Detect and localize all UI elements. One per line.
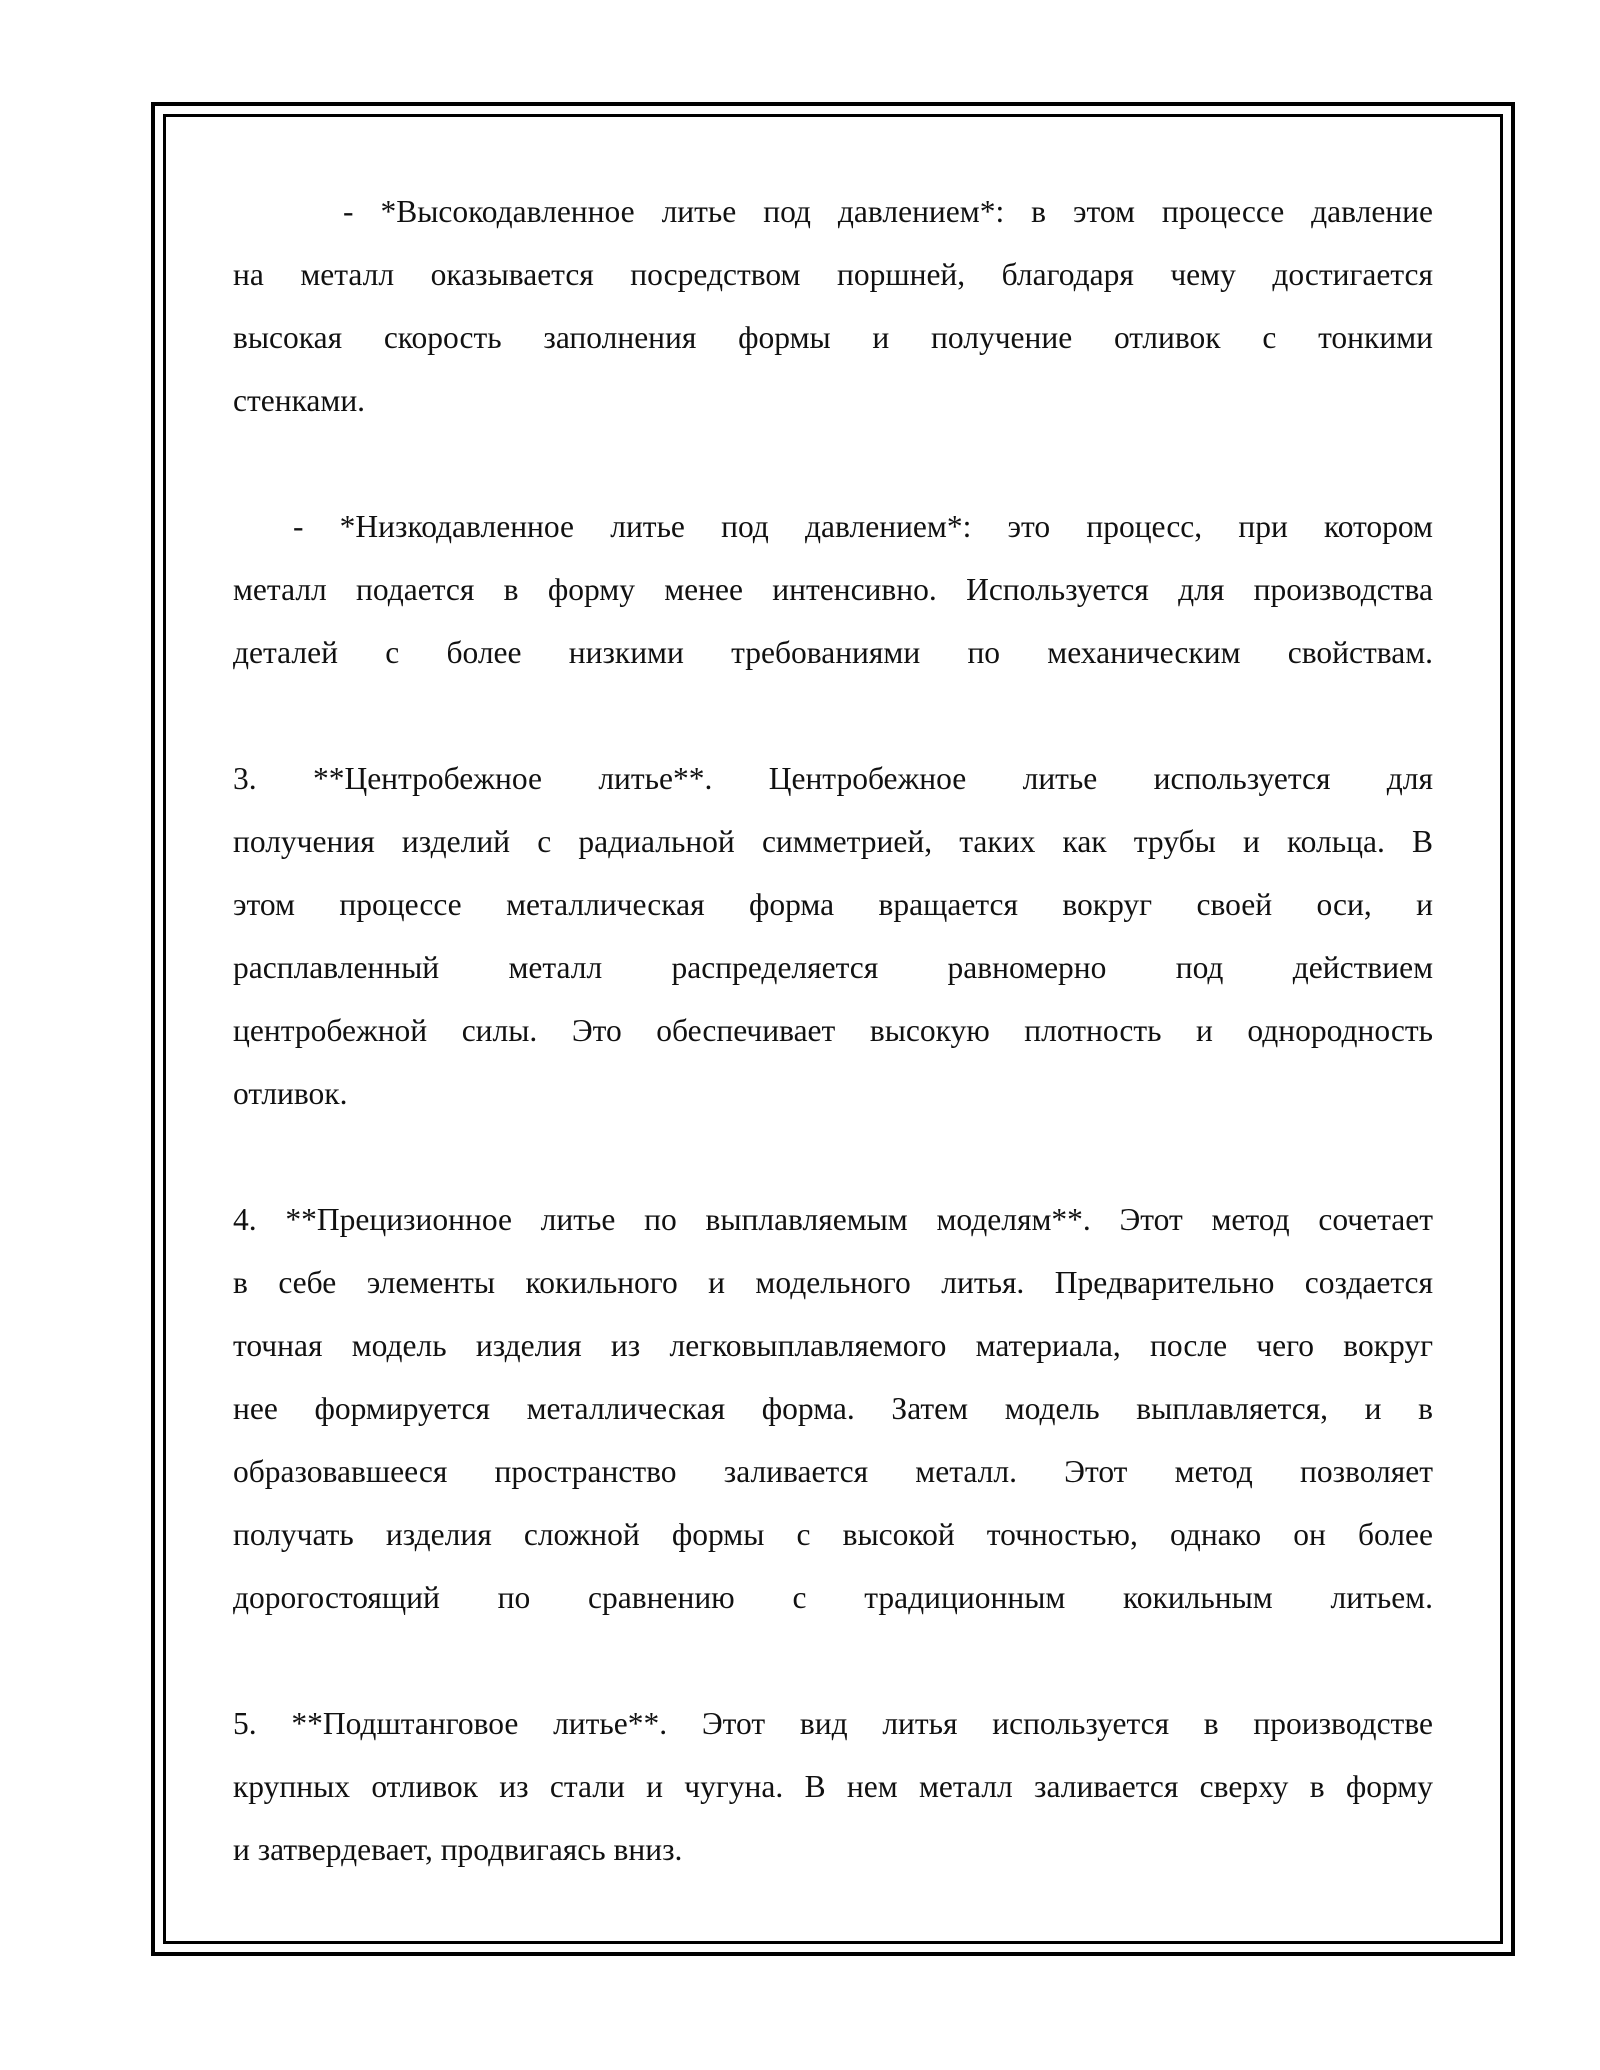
text-line: этом процессе металлическая форма вращается вокруг своей оси, и (233, 887, 1433, 922)
paragraph-bottom-pour-casting (233, 1692, 1433, 1881)
text-line: - *Низкодавленное литье под давлением*: это процесс, при котором (293, 509, 1433, 544)
text-line: 4. **Прецизионное литье по выплавляемым моделям**. Этот метод сочетает (233, 1202, 1433, 1237)
paragraph-gap (233, 684, 1433, 747)
text-line: стенками. (233, 383, 366, 418)
text-line: центробежной силы. Это обеспечивает высокую плотность и однородность (233, 1013, 1433, 1048)
text-line: 5. **Подштанговое литье**. Этот вид литья используется в производстве (233, 1706, 1433, 1741)
text-line: 3. **Центробежное литье**. Центробежное литье используется для (233, 761, 1433, 796)
text-line: высокая скорость заполнения формы и получение отливок с тонкими (233, 320, 1433, 355)
paragraph-low-pressure-casting (233, 495, 1433, 684)
text-line: получать изделия сложной формы с высокой точностью, однако он более (233, 1517, 1433, 1552)
paragraph-gap (233, 1629, 1433, 1692)
text-line: - *Высокодавленное литье под давлением*: в этом процессе давление (343, 194, 1433, 229)
text-line: образовавшееся пространство заливается металл. Этот метод позволяет (233, 1454, 1433, 1489)
text-line: на металл оказывается посредством поршней, благодаря чему достигается (233, 257, 1433, 292)
text-line: крупных отливок из стали и чугуна. В нем металл заливается сверху в форму (233, 1769, 1433, 1804)
text-line: получения изделий с радиальной симметрией, таких как трубы и кольца. В (233, 824, 1433, 859)
text-line: металл подается в форму менее интенсивно. Используется для производства (233, 572, 1433, 607)
text-line: нее формируется металлическая форма. Затем модель выплавляется, и в (233, 1391, 1433, 1426)
text-line: точная модель изделия из легковыплавляемого материала, после чего вокруг (233, 1328, 1433, 1363)
paragraph-gap (233, 432, 1433, 495)
document-body (233, 180, 1433, 1881)
paragraph-high-pressure-casting (233, 180, 1433, 432)
text-line: дорогостоящий по сравнению с традиционным кокильным литьем. (233, 1580, 1433, 1615)
text-line: деталей с более низкими требованиями по механическим свойствам. (233, 635, 1433, 670)
text-line: в себе элементы кокильного и модельного литья. Предварительно создается (233, 1265, 1433, 1300)
text-line: отливок. (233, 1076, 348, 1111)
paragraph-investment-casting (233, 1188, 1433, 1629)
paragraph-gap (233, 1125, 1433, 1188)
text-line: расплавленный металл распределяется равномерно под действием (233, 950, 1433, 985)
text-line: и затвердевает, продвигаясь вниз. (233, 1832, 683, 1867)
paragraph-centrifugal-casting (233, 747, 1433, 1125)
